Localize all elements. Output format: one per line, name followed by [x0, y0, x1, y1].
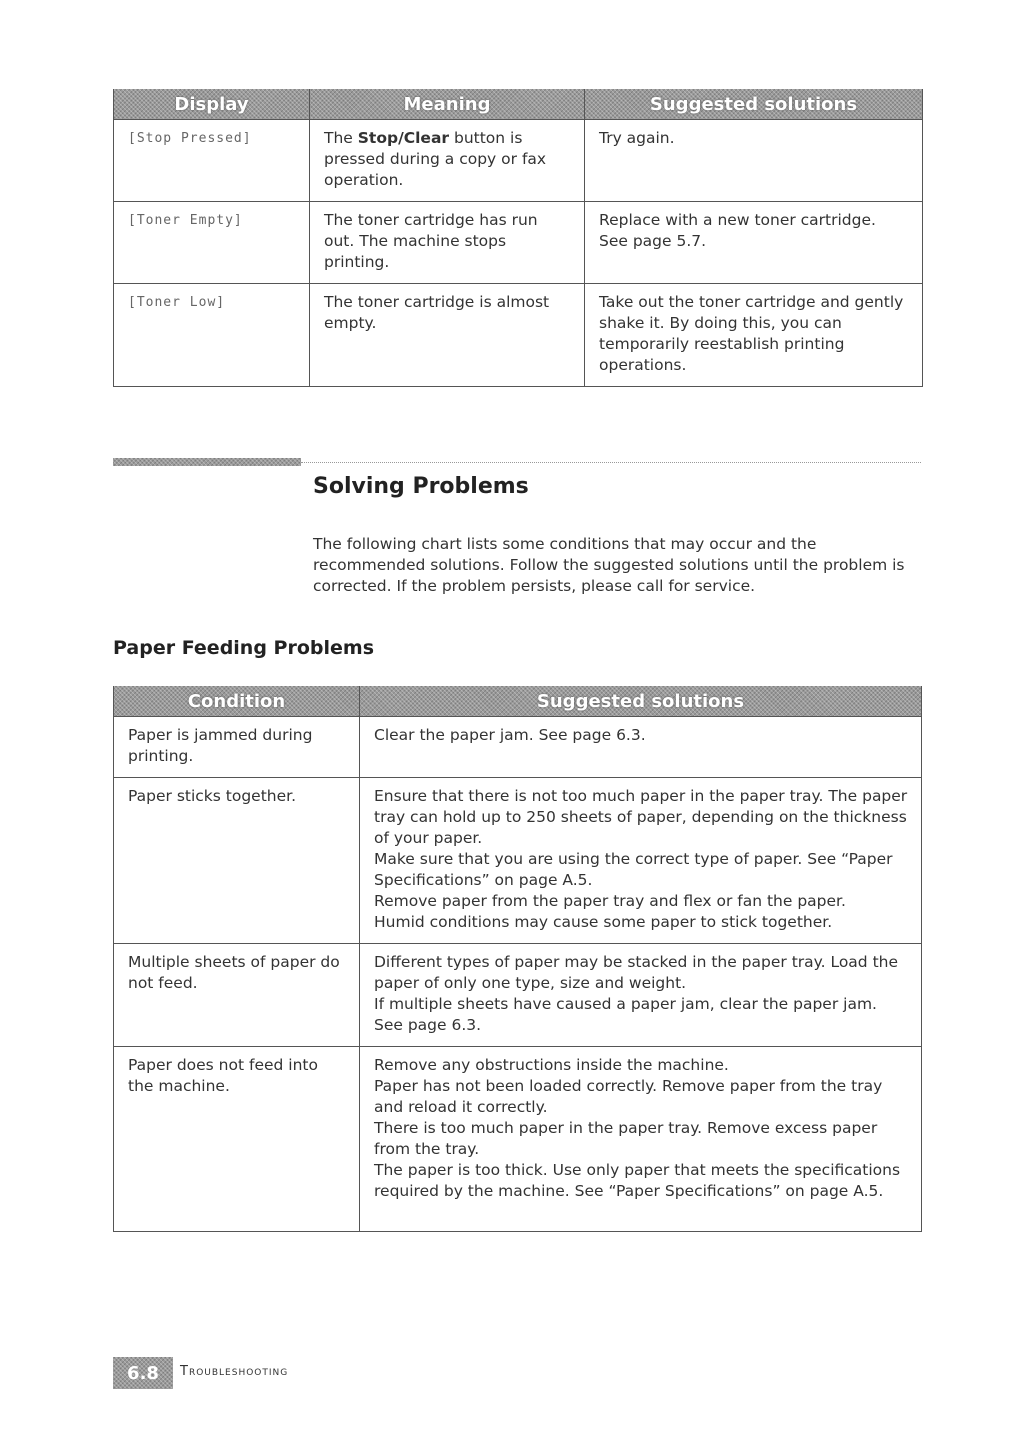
- header-display: Display: [114, 89, 310, 120]
- table-row: [114, 778, 922, 944]
- solution-cell: Take out the toner cartridge and gently shake it. By doing this, you can temporarily reestablish printing operations.: [585, 284, 923, 387]
- table-row: [114, 202, 923, 284]
- condition-cell: Paper sticks together.: [114, 778, 360, 944]
- header-meaning: Meaning: [310, 89, 585, 120]
- table-row: [114, 944, 922, 1047]
- meaning-cell: The toner cartridge is almost empty.: [310, 284, 585, 387]
- solution-cell: [360, 778, 922, 944]
- solution-line: Make sure that you are using the correct type of paper. See “Paper Specifications” on page A.5.: [374, 850, 893, 889]
- display-messages-table: [113, 89, 923, 387]
- solution-cell: Replace with a new toner cartridge. See page 5.7.: [585, 202, 923, 284]
- section-divider-bar: [113, 458, 301, 466]
- solution-line: Paper has not been loaded correctly. Remove paper from the tray and reload it correctly.: [374, 1077, 883, 1116]
- condition-cell: Multiple sheets of paper do not feed.: [114, 944, 360, 1047]
- condition-cell: Paper does not feed into the machine.: [114, 1047, 360, 1232]
- table-header-row: [114, 89, 923, 120]
- solution-line: Humid conditions may cause some paper to stick together.: [374, 913, 833, 931]
- paper-feeding-title: Paper Feeding Problems: [113, 637, 374, 659]
- display-message: [Toner Empty]: [114, 202, 310, 284]
- solution-cell: [360, 1047, 922, 1232]
- header-condition: Condition: [114, 686, 360, 717]
- solution-line: There is too much paper in the paper tray. Remove excess paper from the tray.: [374, 1119, 878, 1158]
- solution-cell: [360, 944, 922, 1047]
- page-number-badge: 6.8: [113, 1357, 173, 1389]
- solution-line: Ensure that there is not too much paper in the paper tray. The paper tray can hold up to 250 sheets of paper, depending on the thickness of your paper.: [374, 787, 908, 847]
- display-message: [Stop Pressed]: [114, 120, 310, 202]
- solution-line: The paper is too thick. Use only paper that meets the specifications required by the machine. See “Paper Specifications” on page A.5.: [374, 1161, 901, 1200]
- solution-line: Remove any obstructions inside the machine.: [374, 1056, 729, 1074]
- header-suggested-solutions: Suggested solutions: [585, 89, 923, 120]
- table-header-row: [114, 686, 922, 717]
- section-title: Solving Problems: [313, 474, 529, 499]
- stop-clear-label: Stop/Clear: [357, 129, 450, 147]
- table-row: [114, 717, 922, 778]
- meaning-cell: The toner cartridge has run out. The machine stops printing.: [310, 202, 585, 284]
- meaning-text: button is pressed during a copy or fax operation.: [324, 129, 547, 189]
- header-suggested-solutions: Suggested solutions: [360, 686, 922, 717]
- solution-line: Different types of paper may be stacked in the paper tray. Load the paper of only one type, size and weight.: [374, 953, 899, 992]
- meaning-cell: [310, 120, 585, 202]
- table-row: [114, 1047, 922, 1232]
- condition-cell: Paper is jammed during printing.: [114, 717, 360, 778]
- meaning-text: The: [324, 129, 358, 147]
- display-message: [Toner Low]: [114, 284, 310, 387]
- section-divider-line: [301, 462, 921, 463]
- chapter-title: Troubleshooting: [180, 1364, 289, 1379]
- paper-feeding-table: [113, 686, 922, 1232]
- solution-cell: Try again.: [585, 120, 923, 202]
- solution-line: Remove paper from the paper tray and flex or fan the paper.: [374, 892, 846, 910]
- table-row: [114, 120, 923, 202]
- table-row: [114, 284, 923, 387]
- solution-line: Clear the paper jam. See page 6.3.: [374, 726, 646, 744]
- solution-cell: [360, 717, 922, 778]
- solution-line: If multiple sheets have caused a paper jam, clear the paper jam. See page 6.3.: [374, 995, 877, 1034]
- section-intro: The following chart lists some conditions that may occur and the recommended solutions. Follow the suggested solutions until the problem is corrected. If the problem persists, please call for service.: [313, 535, 905, 595]
